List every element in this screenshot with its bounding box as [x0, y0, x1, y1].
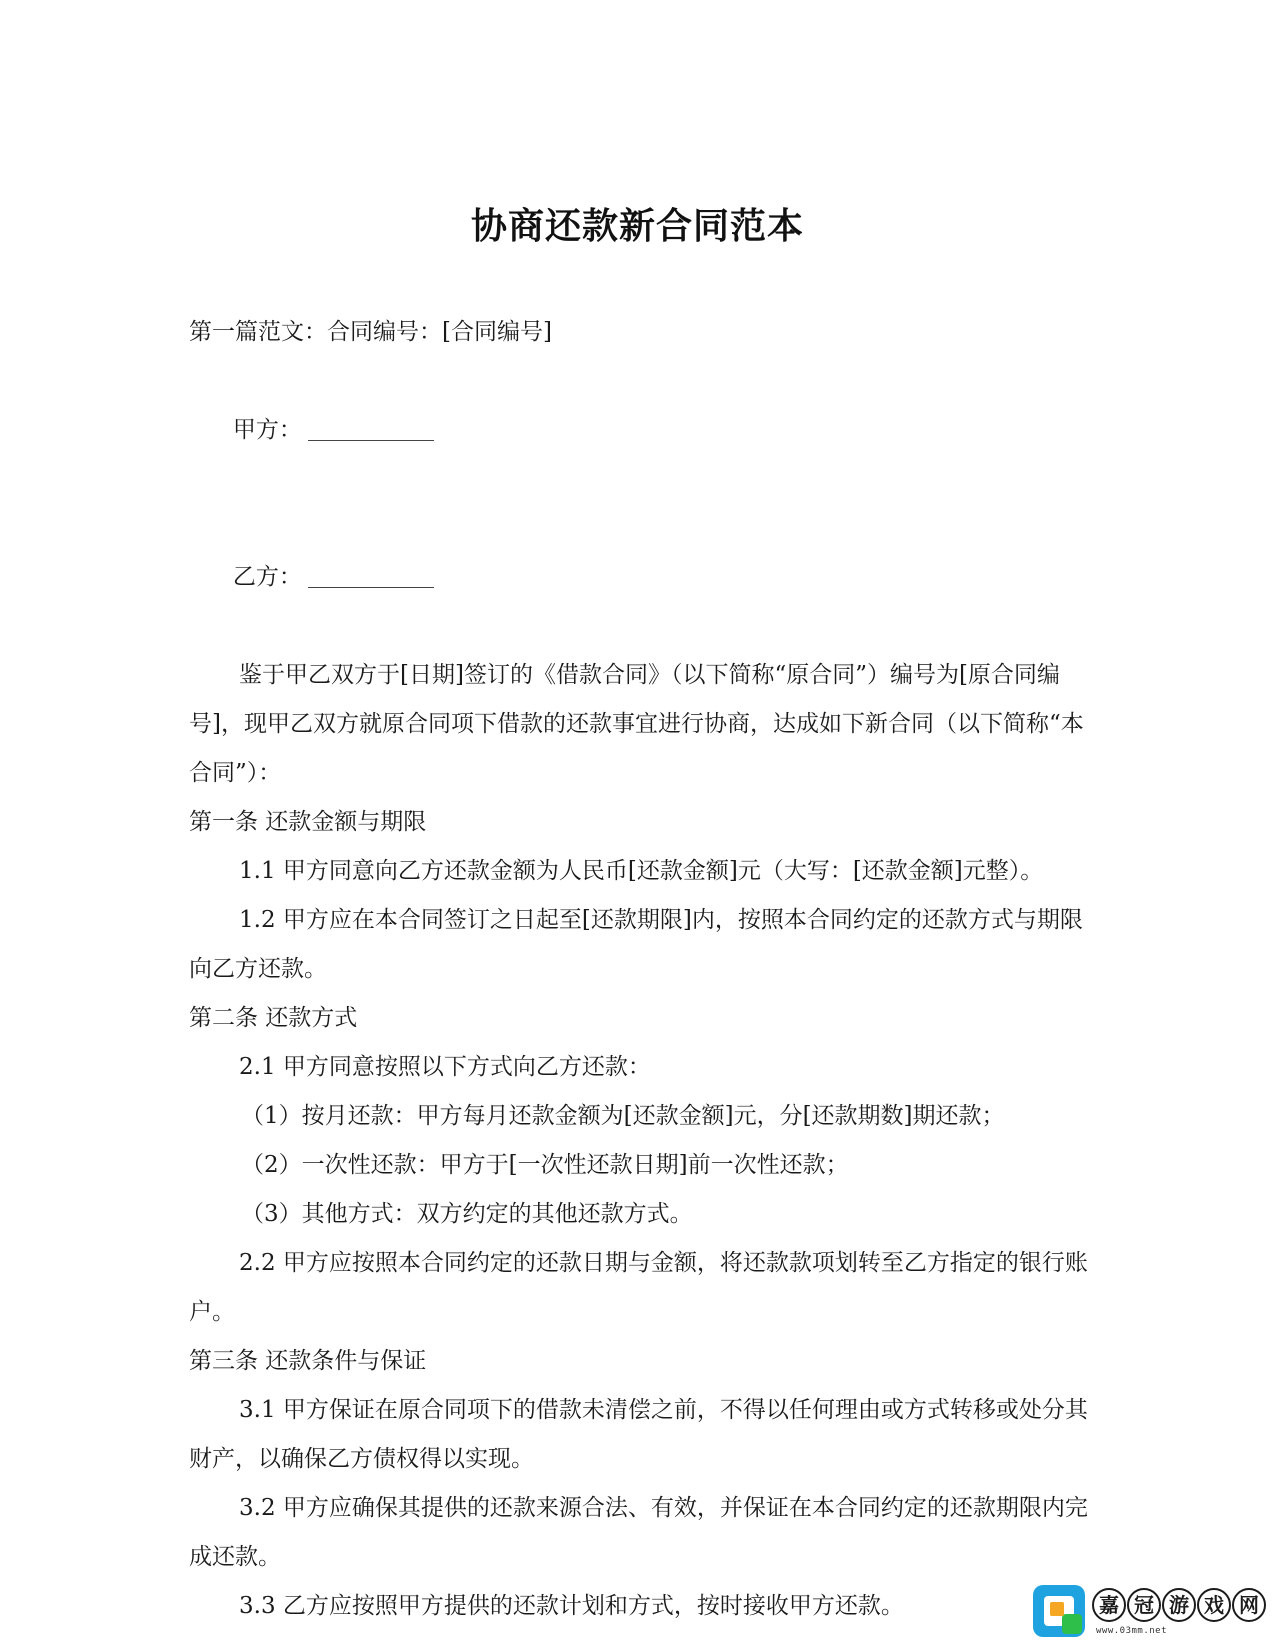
- watermark-char: 嘉: [1092, 1588, 1126, 1622]
- site-watermark: [1030, 1582, 1270, 1646]
- article-3-heading: 第三条 还款条件与保证: [189, 1348, 427, 1374]
- payment-option-lump-sum: （2）一次性还款：甲方于[一次性还款日期]前一次性还款；: [241, 1152, 849, 1178]
- payment-option-other: （3）其他方式：双方约定的其他还款方式。: [241, 1201, 693, 1227]
- clause-3-3: 3.3 乙方应按照甲方提供的还款计划和方式，按时接收甲方还款。: [239, 1593, 904, 1619]
- watermark-char: 冠: [1127, 1588, 1161, 1622]
- clause-2-1: 2.1 甲方同意按照以下方式向乙方还款：: [239, 1054, 651, 1080]
- party-a-blank: [308, 420, 434, 441]
- square-logo-icon: [1030, 1582, 1088, 1640]
- contract-number-line: 第一篇范文：合同编号：[合同编号]: [189, 319, 552, 345]
- clause-1-1: 1.1 甲方同意向乙方还款金额为人民币[还款金额]元（大写：[还款金额]元整）。: [239, 858, 1044, 884]
- preamble-paragraph: 鉴于甲乙双方于[日期]签订的《借款合同》（以下简称“原合同”）编号为[原合同编号]，现甲乙双方就原合同项下借款的还款事宜进行协商，达成如下新合同（以下简称“本合同”）：: [189, 662, 1084, 786]
- clause-1-2: 1.2 甲方应在本合同签订之日起至[还款期限]内，按照本合同约定的还款方式与期限向乙方还款。: [189, 907, 1083, 982]
- payment-option-monthly: （1）按月还款：甲方每月还款金额为[还款金额]元，分[还款期数]期还款；: [241, 1103, 1005, 1129]
- article-1-heading: 第一条 还款金额与期限: [189, 809, 427, 835]
- party-a-label: 甲方：: [232, 417, 302, 443]
- party-a-line: [189, 357, 1089, 504]
- watermark-char: 网: [1232, 1588, 1266, 1622]
- watermark-chars: [1092, 1588, 1266, 1622]
- watermark-url: www.03mm.net: [1096, 1626, 1168, 1636]
- document-body: [189, 308, 1089, 1631]
- party-b-label: 乙方：: [232, 564, 302, 590]
- document-title: 协商还款新合同范本: [470, 205, 804, 247]
- party-b-blank: [308, 567, 434, 588]
- clause-3-1: 3.1 甲方保证在原合同项下的借款未清偿之前，不得以任何理由或方式转移或处分其财产，以确保乙方债权得以实现。: [189, 1397, 1088, 1472]
- clause-3-2: 3.2 甲方应确保其提供的还款来源合法、有效，并保证在本合同约定的还款期限内完成还款。: [189, 1495, 1088, 1570]
- article-2-heading: 第二条 还款方式: [189, 1005, 358, 1031]
- clause-2-2: 2.2 甲方应按照本合同约定的还款日期与金额，将还款款项划转至乙方指定的银行账户。: [189, 1250, 1088, 1325]
- party-b-line: [189, 504, 1089, 651]
- watermark-char: 游: [1162, 1588, 1196, 1622]
- watermark-char: 戏: [1197, 1588, 1231, 1622]
